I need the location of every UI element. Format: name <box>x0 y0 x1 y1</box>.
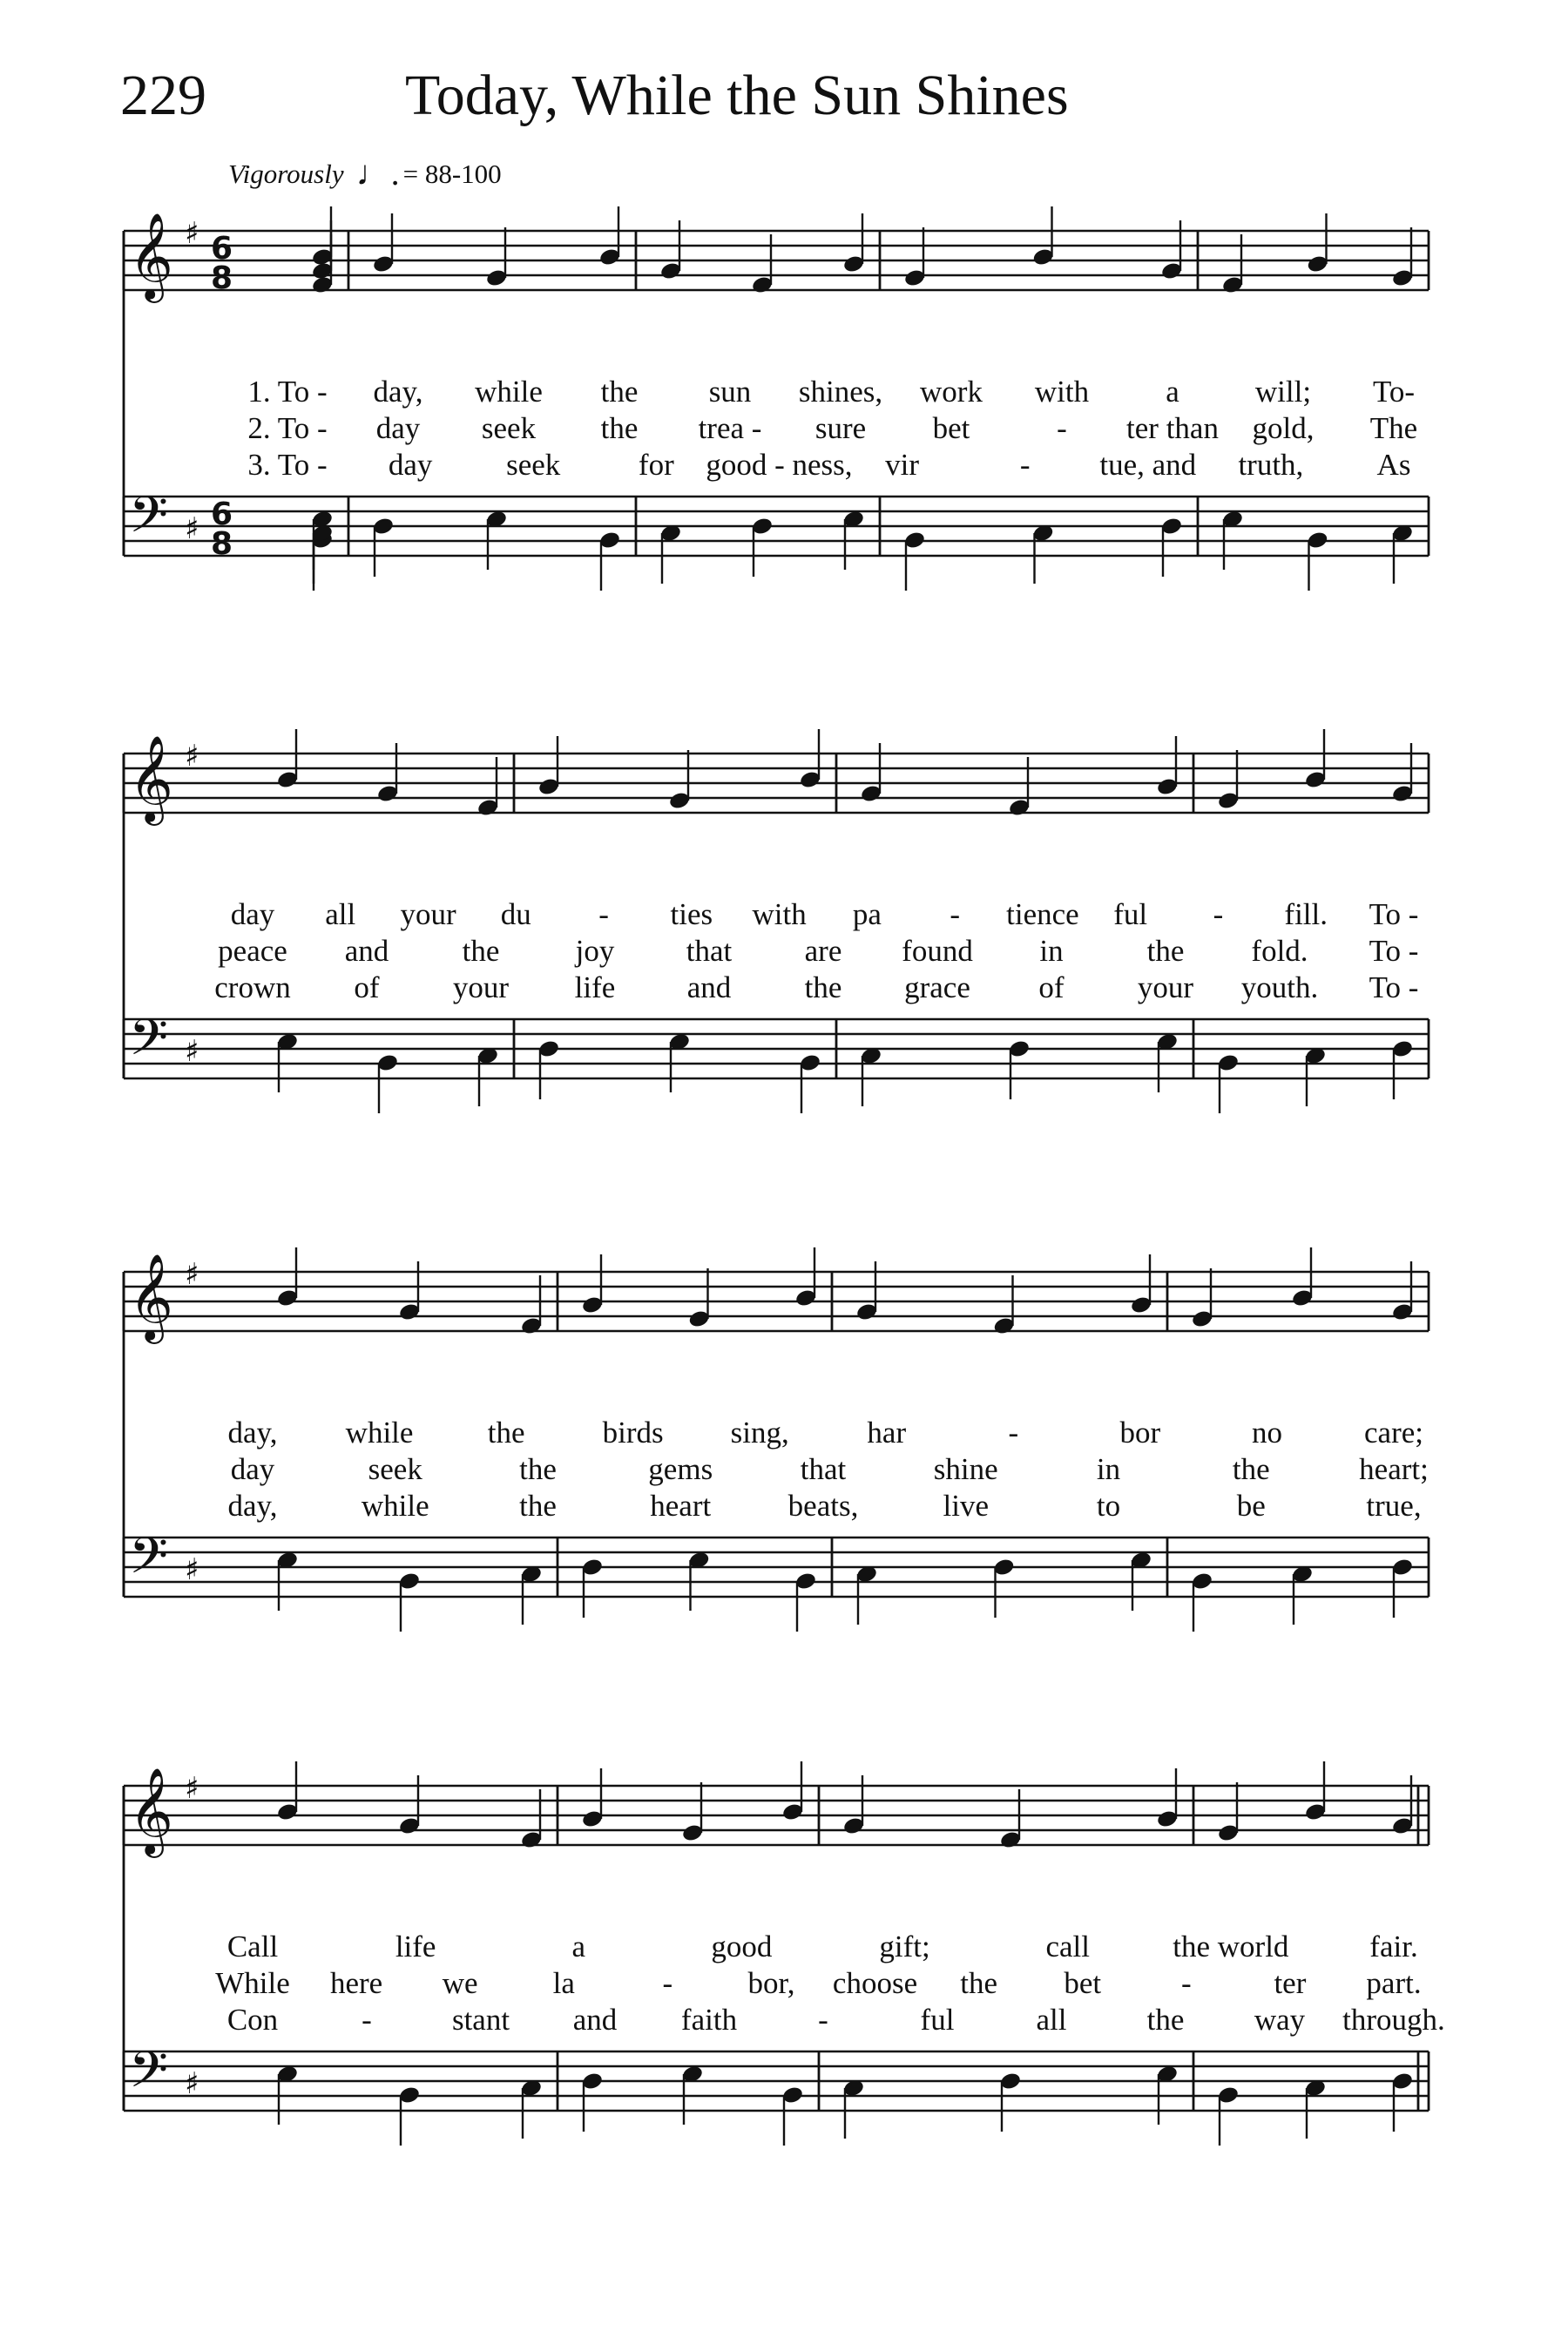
lyric-syllable: found <box>902 934 973 968</box>
lyric-syllable: 1. To - <box>247 375 328 409</box>
lyric-line-verse-1 <box>0 897 1568 932</box>
lyric-syllable: ter than <box>1126 411 1219 445</box>
dotted-quarter-note-icon: ♩. <box>355 153 400 193</box>
lyric-syllable: du <box>500 897 531 931</box>
lyric-syllable: faith <box>680 2003 738 2037</box>
lyric-syllable: and <box>686 970 732 1004</box>
bass-clef-icon: 𝄢 <box>129 485 169 557</box>
lyric-syllable: ties <box>670 897 713 931</box>
lyric-syllable: in <box>1039 934 1064 968</box>
lyric-line-verse-3 <box>0 970 1568 1005</box>
lyric-syllable: while <box>361 1489 429 1523</box>
lyric-syllable: we <box>442 1966 478 2000</box>
lyric-syllable: shines, <box>798 375 883 409</box>
lyric-syllable: call <box>1045 1930 1090 1963</box>
lyric-syllable: all <box>325 897 356 931</box>
lyric-syllable: be <box>1236 1489 1266 1523</box>
lyric-syllable: here <box>329 1966 383 2000</box>
lyric-line-verse-1 <box>0 375 1568 409</box>
lyric-syllable: a <box>571 1930 586 1963</box>
lyric-line-verse-2 <box>0 1452 1568 1487</box>
lyric-syllable: beats, <box>787 1489 859 1523</box>
tempo-value: = 88-100 <box>402 159 502 189</box>
lyric-syllable: live <box>943 1489 989 1523</box>
lyric-syllable: day, <box>227 1416 278 1450</box>
tempo-indication <box>228 151 502 192</box>
lyric-syllable: To - <box>1369 897 1419 931</box>
time-signature-denominator: 8 <box>211 260 233 296</box>
tempo-mark: Vigorously <box>228 159 344 189</box>
lyric-syllable: choose <box>832 1966 918 2000</box>
bass-clef-icon: 𝄢 <box>129 2040 169 2112</box>
lyric-syllable: way <box>1254 2003 1306 2037</box>
lyric-syllable: 3. To - <box>247 448 328 482</box>
lyric-syllable: your <box>452 970 510 1004</box>
lyric-syllable: bet <box>1064 1966 1102 2000</box>
key-signature-sharp-icon: ♯ <box>185 739 199 774</box>
key-signature-sharp-icon: ♯ <box>185 511 199 546</box>
lyric-syllable: seek <box>506 448 561 482</box>
bass-clef-icon: 𝄢 <box>129 1008 169 1079</box>
lyric-syllable: while <box>345 1416 414 1450</box>
lyric-syllable: bor, <box>747 1966 795 2000</box>
lyric-syllable: day, <box>227 1489 278 1523</box>
lyric-syllable: the <box>519 1452 557 1486</box>
lyric-syllable: the <box>960 1966 998 2000</box>
lyric-syllable: ter <box>1274 1966 1307 2000</box>
lyric-syllable: in <box>1096 1452 1121 1486</box>
lyric-syllable: while <box>475 375 543 409</box>
treble-clef-icon: 𝄞 <box>129 1254 173 1341</box>
lyric-syllable: peace <box>218 934 287 968</box>
lyric-syllable: no <box>1251 1416 1282 1450</box>
lyric-syllable: Con <box>226 2003 279 2037</box>
key-signature-sharp-icon: ♯ <box>185 1771 199 1806</box>
lyric-syllable: seek <box>368 1452 422 1486</box>
lyric-line-verse-1 <box>0 1930 1568 1964</box>
lyric-syllable: - <box>362 2003 372 2037</box>
lyric-syllable: sing, <box>730 1416 789 1450</box>
lyric-syllable: crown <box>214 970 291 1004</box>
lyric-syllable: fill. <box>1284 897 1328 931</box>
lyric-syllable: bor <box>1119 1416 1161 1450</box>
hymn-number: 229 <box>120 64 206 127</box>
lyric-syllable: To - <box>1369 934 1419 968</box>
bass-clef-icon: 𝄢 <box>129 1526 169 1598</box>
lyric-syllable: true, <box>1366 1489 1422 1523</box>
lyric-syllable: trea - <box>698 411 762 445</box>
lyric-syllable: of <box>1038 970 1064 1004</box>
lyric-syllable: that <box>800 1452 847 1486</box>
lyric-line-verse-1 <box>0 1416 1568 1450</box>
treble-clef-icon: 𝄞 <box>129 1767 173 1855</box>
lyric-syllable: To - <box>1369 970 1419 1004</box>
lyric-syllable: la <box>552 1966 575 2000</box>
lyric-line-verse-2 <box>0 934 1568 969</box>
lyric-syllable: heart; <box>1359 1452 1429 1486</box>
lyric-syllable: tue, and <box>1099 448 1197 482</box>
lyric-syllable: bet <box>932 411 970 445</box>
lyric-syllable: with <box>1034 375 1090 409</box>
lyric-syllable: the <box>519 1489 557 1523</box>
lyric-syllable: - <box>1213 897 1224 931</box>
lyric-syllable: pa <box>852 897 882 931</box>
lyric-syllable: - <box>1008 1416 1019 1450</box>
lyric-syllable: with <box>752 897 807 931</box>
lyric-syllable: seek <box>481 411 537 445</box>
lyric-syllable: - <box>598 897 609 931</box>
lyric-line-verse-3 <box>0 1489 1568 1524</box>
lyric-syllable: As <box>1376 448 1411 482</box>
hymn-title: Today, While the Sun Shines <box>405 64 1069 127</box>
lyric-syllable: sun <box>708 375 752 409</box>
lyric-syllable: of <box>354 970 380 1004</box>
lyric-syllable: While <box>215 1966 290 2000</box>
lyric-syllable: and <box>344 934 389 968</box>
lyric-syllable: for <box>638 448 674 482</box>
lyric-syllable: 2. To - <box>247 411 328 445</box>
lyric-syllable: youth. <box>1240 970 1319 1004</box>
lyric-syllable: all <box>1036 2003 1067 2037</box>
lyric-syllable: - <box>1019 448 1031 482</box>
lyric-syllable: the <box>804 970 842 1004</box>
treble-clef-icon: 𝄞 <box>129 213 173 300</box>
lyric-syllable: - <box>1180 1966 1192 2000</box>
lyric-syllable: to <box>1096 1489 1121 1523</box>
lyric-syllable: that <box>686 934 733 968</box>
lyric-syllable: gems <box>648 1452 713 1486</box>
lyric-line-verse-3 <box>0 2003 1568 2038</box>
lyric-syllable: part. <box>1366 1966 1422 2000</box>
lyric-syllable: life <box>395 1930 436 1963</box>
key-signature-sharp-icon: ♯ <box>185 216 199 251</box>
lyric-syllable: good - ness, <box>706 448 853 482</box>
lyric-syllable: day <box>375 411 421 445</box>
time-signature-denominator: 8 <box>211 526 233 562</box>
key-signature-sharp-icon: ♯ <box>185 1257 199 1292</box>
lyric-line-verse-2 <box>0 1966 1568 2001</box>
lyric-syllable: a <box>1166 375 1179 409</box>
lyric-syllable: work <box>920 375 983 409</box>
key-signature-sharp-icon: ♯ <box>185 1552 199 1587</box>
lyric-syllable: day <box>388 448 433 482</box>
time-signature-numerator: 6 <box>211 497 233 532</box>
lyric-syllable: good <box>711 1930 773 1963</box>
lyric-syllable: vir <box>885 448 919 482</box>
lyric-syllable: har <box>867 1416 907 1450</box>
lyric-syllable: the <box>1232 1452 1270 1486</box>
lyric-syllable: ful <box>1113 897 1148 931</box>
key-signature-sharp-icon: ♯ <box>185 1034 199 1069</box>
lyric-line-verse-2 <box>0 411 1568 446</box>
lyric-syllable: tience <box>1006 897 1079 931</box>
lyric-syllable: Call <box>226 1930 279 1963</box>
lyric-syllable: life <box>574 970 616 1004</box>
lyric-syllable: sure <box>814 411 867 445</box>
treble-clef-icon: 𝄞 <box>129 735 173 822</box>
lyric-syllable: fair. <box>1369 1930 1418 1963</box>
lyric-syllable: The <box>1369 411 1418 445</box>
lyric-syllable: To- <box>1372 375 1416 409</box>
lyric-syllable: the <box>600 411 639 445</box>
lyric-syllable: - <box>662 1966 673 2000</box>
key-signature-sharp-icon: ♯ <box>185 2066 199 2101</box>
lyric-syllable: your <box>1137 970 1194 1004</box>
lyric-syllable: the world <box>1173 1930 1289 1963</box>
lyric-syllable: - <box>950 897 960 931</box>
lyric-syllable: day, <box>373 375 423 409</box>
lyric-syllable: - <box>1057 411 1067 445</box>
lyric-syllable: gold, <box>1252 411 1315 445</box>
lyric-syllable: birds <box>602 1416 664 1450</box>
lyric-syllable: through. <box>1342 2003 1445 2037</box>
lyric-syllable: the <box>462 934 500 968</box>
lyric-syllable: will; <box>1254 375 1312 409</box>
lyric-syllable: grace <box>904 970 970 1004</box>
lyric-syllable: and <box>572 2003 618 2037</box>
lyric-syllable: the <box>1146 934 1185 968</box>
lyric-syllable: ful <box>920 2003 955 2037</box>
lyric-syllable: stant <box>451 2003 510 2037</box>
lyric-syllable: - <box>818 2003 828 2037</box>
time-signature-numerator: 6 <box>211 231 233 267</box>
lyric-syllable: the <box>1146 2003 1185 2037</box>
lyric-syllable: the <box>487 1416 525 1450</box>
lyric-syllable: fold. <box>1251 934 1308 968</box>
lyric-syllable: your <box>400 897 456 931</box>
lyric-syllable: truth, <box>1238 448 1304 482</box>
lyric-syllable: joy <box>575 934 615 968</box>
lyric-syllable: the <box>600 375 639 409</box>
lyric-syllable: heart <box>650 1489 712 1523</box>
lyric-syllable: day <box>230 897 275 931</box>
lyric-syllable: day <box>230 1452 275 1486</box>
lyric-syllable: gift; <box>879 1930 930 1963</box>
lyric-syllable: are <box>804 934 842 968</box>
lyric-syllable: care; <box>1364 1416 1423 1450</box>
lyric-line-verse-3 <box>0 448 1568 483</box>
lyric-syllable: shine <box>933 1452 998 1486</box>
